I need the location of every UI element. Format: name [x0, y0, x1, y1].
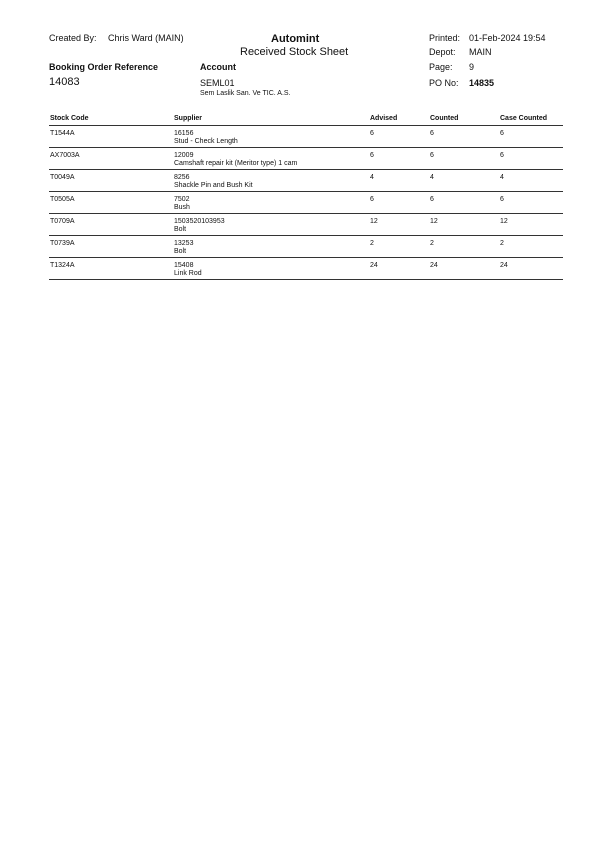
- table-body: [49, 126, 563, 280]
- advised-cell: 4: [370, 174, 374, 181]
- counted-cell: 12: [430, 218, 438, 225]
- case-counted-cell: 6: [500, 130, 504, 137]
- counted-cell: 2: [430, 240, 434, 247]
- description-cell: Shackle Pin and Bush Kit: [174, 182, 253, 189]
- printed-value: 01-Feb-2024 19:54: [469, 33, 546, 43]
- col-stock-code: Stock Code: [50, 115, 89, 122]
- description-cell: Bush: [174, 204, 190, 211]
- supplier-code-cell: 12009: [174, 152, 194, 159]
- supplier-code-cell: 13253: [174, 240, 194, 247]
- case-counted-cell: 6: [500, 196, 504, 203]
- col-advised: Advised: [370, 115, 398, 122]
- description-cell: Stud - Check Length: [174, 138, 238, 145]
- printed-label: Printed:: [429, 33, 461, 43]
- table-row: [49, 170, 563, 192]
- stock-code-cell: T1324A: [50, 262, 75, 269]
- col-supplier: Supplier: [174, 115, 203, 122]
- account-code: SEML01: [200, 78, 235, 88]
- created-by-value: Chris Ward (MAIN): [108, 33, 184, 43]
- stock-code-cell: AX7003A: [50, 152, 80, 159]
- table-row: [49, 214, 563, 236]
- counted-cell: 24: [430, 262, 438, 269]
- advised-cell: 6: [370, 130, 374, 137]
- page-value: 9: [469, 62, 475, 72]
- description-cell: Bolt: [174, 226, 187, 233]
- stock-code-cell: T1544A: [50, 130, 75, 137]
- stock-table: [49, 114, 563, 280]
- stock-code-cell: T0709A: [50, 218, 75, 225]
- report-title: Received Stock Sheet: [240, 46, 349, 58]
- table-row: [49, 192, 563, 214]
- table-row: [49, 148, 563, 170]
- advised-cell: 2: [370, 240, 374, 247]
- booking-ref-label: Booking Order Reference: [49, 62, 159, 72]
- table-row: [49, 236, 563, 258]
- counted-cell: 6: [430, 130, 434, 137]
- supplier-code-cell: 8256: [174, 174, 190, 181]
- supplier-code-cell: 15408: [174, 262, 194, 269]
- advised-cell: 24: [370, 262, 378, 269]
- case-counted-cell: 2: [500, 240, 504, 247]
- advised-cell: 12: [370, 218, 378, 225]
- description-cell: Camshaft repair kit (Meritor type) 1 cam: [174, 160, 298, 167]
- case-counted-cell: 6: [500, 152, 504, 159]
- created-by-label: Created By:: [49, 33, 97, 43]
- supplier-code-cell: 7502: [174, 196, 190, 203]
- table-row: [49, 258, 563, 280]
- company-name: Automint: [271, 33, 320, 45]
- table-header: [49, 114, 563, 126]
- case-counted-cell: 24: [500, 262, 508, 269]
- stock-code-cell: T0049A: [50, 174, 75, 181]
- stock-code-cell: T0739A: [50, 240, 75, 247]
- advised-cell: 6: [370, 196, 374, 203]
- counted-cell: 6: [430, 152, 434, 159]
- col-counted: Counted: [430, 115, 459, 122]
- account-name: Sem Laslik San. Ve TIC. A.S.: [200, 90, 291, 97]
- depot-value: MAIN: [469, 47, 492, 57]
- booking-ref-value: 14083: [49, 76, 80, 88]
- case-counted-cell: 12: [500, 218, 508, 225]
- supplier-code-cell: 16156: [174, 130, 194, 137]
- account-label: Account: [200, 62, 236, 72]
- col-case-counted: Case Counted: [500, 115, 548, 122]
- depot-label: Depot:: [429, 47, 456, 57]
- counted-cell: 4: [430, 174, 434, 181]
- supplier-code-cell: 1503520103953: [174, 218, 225, 225]
- stock-code-cell: T0505A: [50, 196, 75, 203]
- page-label: Page:: [429, 62, 453, 72]
- po-label: PO No:: [429, 78, 459, 88]
- counted-cell: 6: [430, 196, 434, 203]
- description-cell: Bolt: [174, 248, 187, 255]
- description-cell: Link Rod: [174, 270, 202, 277]
- po-value: 14835: [469, 78, 495, 88]
- case-counted-cell: 4: [500, 174, 504, 181]
- advised-cell: 6: [370, 152, 374, 159]
- table-row: [49, 126, 563, 148]
